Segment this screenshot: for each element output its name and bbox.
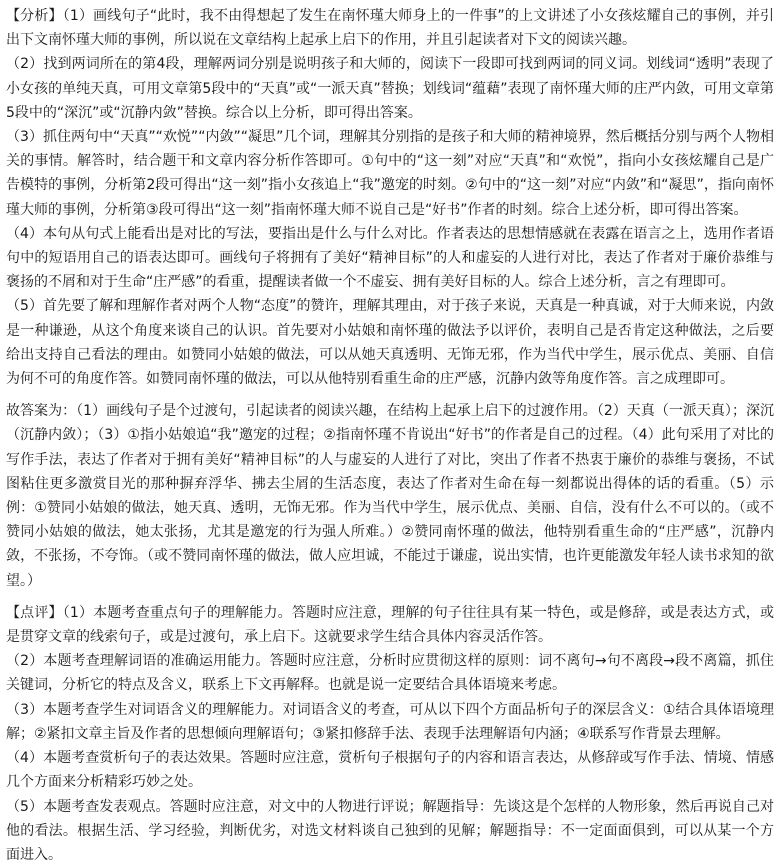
answer-section: [6, 399, 774, 593]
answer-paragraph: 故答案为：（1）画线句子是个过渡句，引起读者的阅读兴趣，在结构上起承上启下的过渡作用。（2）天真（一派天真）；深沉（沉静内敛）；（3）①指小姑娘追“我”邀宠的过程；②指南怀瑾不肯说出“好书”的作者是自己的过程。（4）此句采用了对比的写作手法，表达了作者对于拥有美好“精神目标”的人与虚妄的人进行了对比，突出了作者不热衷于廉价的恭维与褒扬，不试图粘住更多激赏目光的那种摒弃浮华、拂去尘屑的生活态度，表达了作者对生命在每一刻都说出得体的话的看重。（5）示例：①赞同小姑娘的做法，她天真、透明，无饰无邪。作为当代中学生，展示优点、美丽、自信，没有什么不可以的。（或不赞同小姑娘的做法，她太张扬，尤其是邀宠的行为强人所难。）②赞同南怀瑾的做法，他特别看重生命的“庄严感”，沉静内敛，不张扬，不夸饰。（或不赞同南怀瑾的做法，做人应坦诚，不能过于谦虚，说出实情，也许更能激发年轻人读书求知的欲望。）: [6, 403, 774, 589]
analysis-paragraph-3: （3）抓住两句中“天真”“欢悦”“内敛”“凝思”几个词，理解其分别指的是孩子和大师的精神境界，然后概括分别与两个人物相关的事情。解答时，结合题干和文章内容分析作答即可。①句中的“这一刻”对应“天真”和“欢悦”，指向小女孩炫耀自己是广告模特的事例，分析第2段可得出“这一刻”指小女孩追上“我”邀宠的时刻。②句中的“这一刻”对应“内敛”和“凝思”，指向南怀瑾大师的事例，分析第③段可得出“这一刻”指南怀瑾大师不说自己是“好书”作者的时刻。综合上述分析，即可得出答案。: [6, 129, 774, 218]
comment-section: [6, 601, 774, 867]
analysis-paragraph-4: （4）本句从句式上能看出是对比的写法，要指出是什么与什么对比。作者表达的思想情感就在表露在语言之上，选用作者语句中的短语用自己的语表达即可。画线句子将拥有了美好“精神目标”的人和虚妄的人进行对比，表达了作者对于廉价恭维与褒扬的不屑和对于生命“庄严感”的看重，提醒读者做一个不虚妄、拥有美好目标的人。综合上述分析，言之有理即可。: [6, 225, 774, 291]
comment-paragraph-4: （4）本题考查赏析句子的表达效果。答题时应注意，赏析句子根据句子的内容和语言表达，从修辞或写作手法、情境、情感几个方面来分析精彩巧妙之处。: [6, 750, 774, 791]
comment-paragraph-2: （2）本题考查理解词语的准确运用能力。答题时应注意，分析时应贯彻这样的原则：词不离句→句不离段→段不离篇，抓住关键词，分析它的特点及含义，联系上下文再解释。也就是说一定要结合具体语境来考虑。: [6, 653, 774, 694]
comment-paragraph-3: （3）本题考查学生对词语含义的理解能力。对词语含义的考查，可从以下四个方面品析句子的深层含义：①结合具体语境理解；②紧扣文章主旨及作者的思想倾向理解语句；③紧扣修辞手法、表现手法理解语句内涵；④联系写作背景去理解。: [6, 701, 774, 742]
analysis-paragraph-1: 【分析】（1）画线句子“此时，我不由得想起了发生在南怀瑾大师身上的一件事”的上文讲述了小女孩炫耀自己的事例，并引出下文南怀瑾大师的事例，所以说在文章结构上起承上启下的作用，并且引起读者对下文的阅读兴趣。: [6, 8, 774, 49]
comment-paragraph-1: 【点评】（1）本题考查重点句子的理解能力。答题时应注意，理解的句子往往具有某一特色，或是修辞，或是表达方式，或是贯穿文章的线索句子，或是过渡句，承上启下。这就要求学生结合具体内容灵活作答。: [6, 604, 774, 646]
analysis-section: [6, 4, 774, 391]
comment-paragraph-5: （5）本题考查发表观点。答题时应注意，对文中的人物进行评说；解题指导：先谈这是个怎样的人物形象，然后再说自己对他的看法。根据生活、学习经验，判断优劣，对选文材料谈自己独到的见解；解题指导：不一定面面俱到，可以从某一个方面进入。: [6, 798, 774, 863]
analysis-paragraph-2: （2）找到两词所在的第4段，理解两词分别是说明孩子和大师的，阅读下一段即可找到两词的同义词。划线词“透明”表现了小女孩的单纯天真，可用文章第5段中的“天真”或“一派天真”替换；划线词“蕴藉”表现了南怀瑾大师的庄严内敛，可用文章第5段中的“深沉”或“沉静内敛”替换。综合以上分析，即可得出答案。: [6, 56, 774, 121]
analysis-paragraph-5: （5）首先要了解和理解作者对两个人物“态度”的赞许，理解其理由，对于孩子来说，天真是一种真诚，对于大师来说，内敛是一种谦逊，从这个角度来谈自己的认识。首先要对小姑娘和南怀瑾的做法予以评价，表明自己是否肯定这种做法，之后要给出支持自己看法的理由。如赞同小姑娘的做法，可以从她天真透明、无饰无邪，作为当代中学生，展示优点、美丽、自信为何不可的角度作答。如赞同南怀瑾的做法，可以从他特别看重生命的庄严感，沉静内敛等角度作答。言之成理即可。: [6, 298, 774, 388]
